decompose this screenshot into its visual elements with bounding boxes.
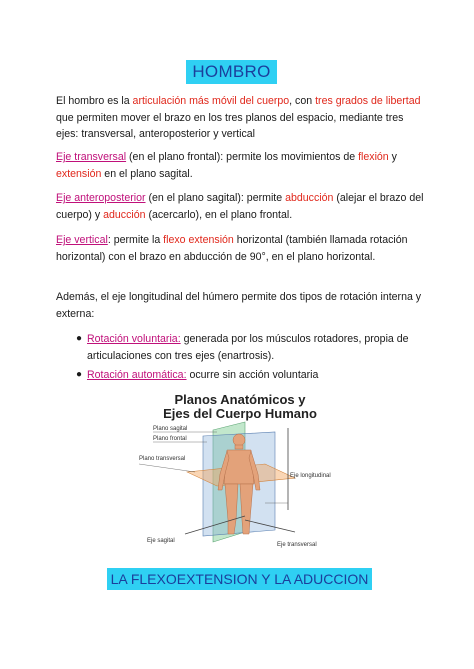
vertical-text-b: : permite la <box>107 234 164 246</box>
intro-paragraph <box>56 93 428 143</box>
bottom-banner <box>107 568 372 590</box>
vertical-text-d: horizontal (también llamada rotación horizontal) con el brazo en abducción de 90°, en el plano horizontal. <box>56 234 408 263</box>
transversal-axis-paragraph <box>56 149 428 182</box>
list-item <box>56 331 436 364</box>
intro-highlight-freedom: tres grados de libertad <box>315 95 421 107</box>
anteroposterior-text-f: (acercarlo), en el plano frontal. <box>145 208 293 221</box>
flexion-term: flexión <box>358 151 389 163</box>
automatic-rotation-text: ocurre sin acción voluntaria <box>186 369 319 381</box>
anteroposterior-text-b: (en el plano sagital): permite <box>145 192 286 204</box>
intro-text-e: que permiten mover el brazo en los tres planos del espacio, mediante tres ejes: transversal, anteroposterior y vertical <box>56 111 404 140</box>
label-plano-frontal: Plano frontal <box>153 436 187 442</box>
bottom-title: LA FLEXOEXTENSION Y LA ADUCCION <box>110 571 369 587</box>
vertical-axis-term: Eje vertical <box>56 234 108 246</box>
intro-text-a: El hombro es la <box>56 95 133 107</box>
transversal-text-d: y <box>388 151 397 163</box>
label-eje-longitudinal: Eje longitudinal <box>290 473 331 479</box>
transversal-text-b: (en el plano frontal): permite los movimientos de <box>126 151 359 163</box>
label-plano-sagital: Plano sagital <box>153 426 188 432</box>
rotation-intro-paragraph: Además, el eje longitudinal del húmero permite dos tipos de rotación interna y externa: <box>56 291 422 320</box>
intro-text-c: , con <box>289 95 316 107</box>
anatomy-illustration <box>125 392 355 552</box>
intro-highlight-joint: articulación más móvil del cuerpo <box>132 95 290 107</box>
title-banner <box>186 60 277 84</box>
extension-term: extensión <box>56 167 102 180</box>
bullet-icon: ● <box>76 369 83 380</box>
figure-title-line1: Planos Anatómicos y <box>174 392 306 407</box>
vertical-axis-paragraph <box>56 232 428 265</box>
anteroposterior-text-d: (alejar el brazo del cuerpo) y <box>56 192 424 221</box>
page-title: HOMBRO <box>192 62 271 81</box>
flexo-extension-term: flexo extensión <box>163 234 234 246</box>
label-eje-sagital: Eje sagital <box>147 538 175 544</box>
label-eje-transversal: Eje transversal <box>277 542 317 548</box>
label-plano-transversal: Plano transversal <box>139 456 186 462</box>
bullet-icon: ● <box>76 333 83 344</box>
anatomical-planes-figure <box>125 392 355 552</box>
transversal-text-f: en el plano sagital. <box>101 167 193 180</box>
rotation-list <box>56 331 436 387</box>
voluntary-rotation-text: generada por los músculos rotadores, propia de articulaciones con tres ejes (enartrosis). <box>87 333 409 362</box>
list-item <box>56 367 436 384</box>
abduction-term: abducción <box>285 192 334 204</box>
automatic-rotation-term: Rotación automática: <box>87 369 187 381</box>
anteroposterior-axis-paragraph <box>56 190 428 223</box>
transversal-axis-term: Eje transversal <box>56 151 127 163</box>
adduction-term: aducción <box>103 208 146 221</box>
anteroposterior-axis-term: Eje anteroposterior <box>56 192 146 204</box>
voluntary-rotation-term: Rotación voluntaria: <box>87 333 181 345</box>
figure-title-line2: Ejes del Cuerpo Humano <box>163 406 317 421</box>
